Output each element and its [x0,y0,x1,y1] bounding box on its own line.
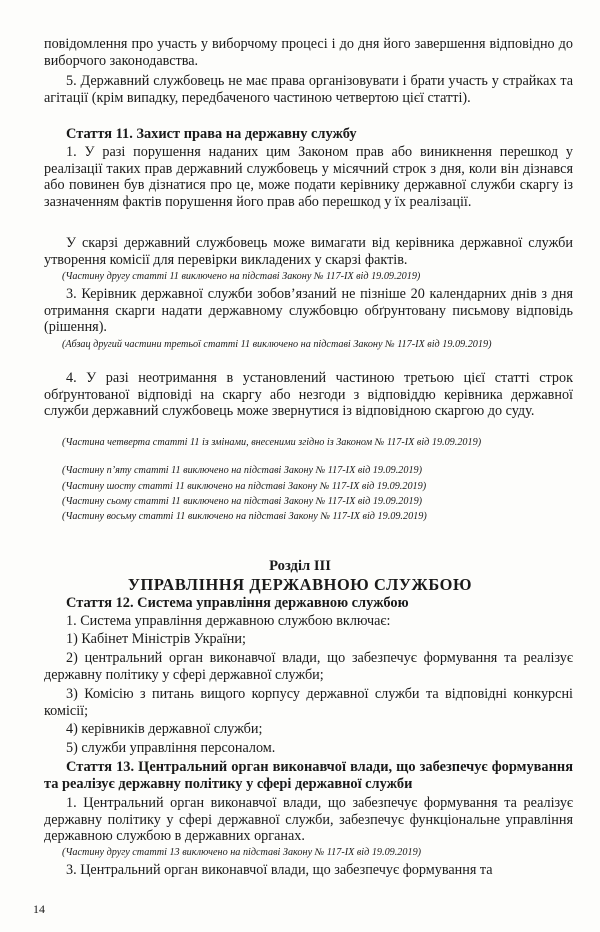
editorial-note: (Частину сьому статті 11 виключено на підставі Закону № 117-IX від 19.09.2019) [62,496,423,507]
article-12-part-1: 1. Система управління державною службою включає: [66,613,391,629]
editorial-note: (Абзац другий частини третьої статті 11 виключено на підставі Закону № 117-IX від 19.09.2019) [62,339,492,350]
article-12-title: Стаття 12. Система управління державною службою [66,595,409,611]
paragraph-part-5: 5. Державний службовець не має права організовувати і брати участь у страйках та агітації (крім випадку, передбаченого частиною четвертою цієї статті). [44,73,573,106]
section-label: Розділ III [269,558,331,574]
editorial-note: (Частину восьму статті 11 виключено на підставі Закону № 117-IX від 19.09.2019) [62,511,427,522]
article-11-part-3: 3. Керівник державної служби зобов’язаний не пізніше 20 календарних днів з дня отримання скарги надати державному службовцю обґрунтовану письмову відповідь (рішення). [44,286,573,336]
article-11-part-1-paragraph-2: У скарзі державний службовець може вимагати від керівника державної служби утворення комісії для перевірки викладених у скарзі фактів. [44,235,573,268]
editorial-note: (Частину другу статті 13 виключено на підставі Закону № 117-IX від 19.09.2019) [62,847,422,858]
list-item: 5) служби управління персоналом. [66,740,276,756]
page-number: 14 [33,902,45,916]
article-13-part-1: 1. Центральний орган виконавчої влади, що забезпечує формування та реалізує державну політику у сфері державної служби, забезпечує функціональне управління державною службою в державних органах. [44,795,573,845]
article-13-title: Стаття 13. Центральний орган виконавчої влади, що забезпечує формування та реалізує державну політику у сфері державної служби [44,759,573,792]
editorial-note: (Частину другу статті 11 виключено на підставі Закону № 117-IX від 19.09.2019) [62,271,421,282]
list-item: 2) центральний орган виконавчої влади, що забезпечує формування та реалізує державну політику у сфері державної служби; [44,650,573,683]
editorial-note: (Частина четверта статті 11 із змінами, внесеними згідно із Законом № 117-IX від 19.09.2019) [62,437,482,448]
article-11-part-4: 4. У разі неотримання в установлений частиною третьою цієї статті строк обґрунтованої відповіді на скаргу або незгоди з відповіддю керівника державної служби державний службовець може звернутися із відповідною скаргою до суду. [44,370,573,420]
article-13-part-3: 3. Центральний орган виконавчої влади, що забезпечує формування та [66,862,493,878]
list-item: 3) Комісію з питань вищого корпусу державної служби та відповідні конкурсні комісії; [44,686,573,719]
editorial-note: (Частину шосту статті 11 виключено на підставі Закону № 117-IX від 19.09.2019) [62,481,427,492]
article-11-part-1: 1. У разі порушення наданих цим Законом прав або виникнення перешкод у реалізації таких прав державний службовець у місячний строк з дня, коли він дізнався або повинен був дізнатися про це, може подати керівнику державної служби скаргу із зазначенням фактів порушення його прав або перешкод у їх реалізації. [44,144,573,210]
paragraph-continuation: повідомлення про участь у виборчому процесі і до дня його завершення відповідно до виборчого законодавства. [44,36,573,69]
article-11-title: Стаття 11. Захист права на державну службу [66,126,357,142]
list-item: 4) керівників державної служби; [66,721,263,737]
editorial-note: (Частину п’яту статті 11 виключено на підставі Закону № 117-IX від 19.09.2019) [62,465,423,476]
section-title: УПРАВЛІННЯ ДЕРЖАВНОЮ СЛУЖБОЮ [127,575,473,594]
list-item: 1) Кабінет Міністрів України; [66,631,246,647]
